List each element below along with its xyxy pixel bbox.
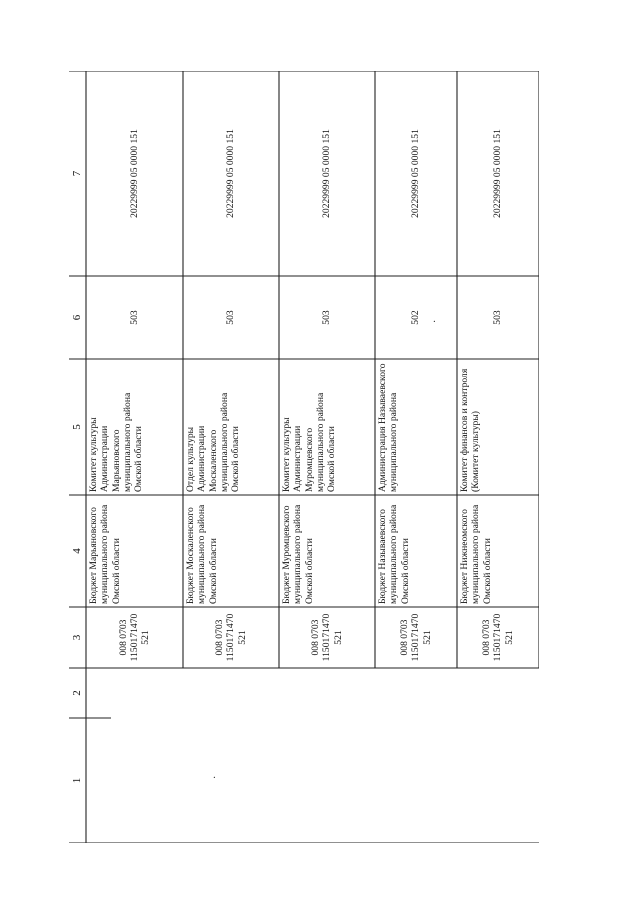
table-cell-recipient: Администрация Называевского муниципального района [377,363,400,492]
table-cell-code: 008 0703 1150171470 521 [310,613,344,662]
table-cell-code: 008 0703 1150171470 521 [117,613,152,662]
table-cell-code: 008 0703 1150171470 521 [399,613,433,662]
table-cell-number: 503 [492,310,504,325]
rotated-table-page [69,71,539,843]
table-cell-number: 503 [225,310,237,325]
table-cell-budget: Бюджет Муромцевского муниципального района Омской области [281,504,315,604]
header-col-3: 3 [71,634,83,641]
scan-speck: · [430,319,441,323]
header-col-7: 7 [71,170,83,177]
table-cell-number: 502 [410,310,422,325]
header-col-6: 6 [71,314,83,321]
table-cell-kbk: 20229999 05 0000 151 [321,129,333,218]
table-cell-number: 503 [128,310,140,325]
table-cell-budget: Бюджет Называевского муниципального района Омской области [377,504,411,604]
table-cell-kbk: 20229999 05 0000 151 [410,129,422,218]
table-cell-budget: Бюджет Марьяновского муниципального района Омской области [88,504,122,604]
table-cell-kbk: 20229999 05 0000 151 [128,129,140,218]
table-cell-recipient: Комитет культуры Администрации Муромцевского муниципального района Омской области [281,392,338,492]
header-col-2: 2 [71,690,83,696]
table-cell-kbk: 20229999 05 0000 151 [225,129,237,218]
table-cell-budget: Бюджет Москаленского муниципального района Омской области [185,504,219,604]
scan-speck: · [210,775,221,779]
table-cell-recipient: Отдел культуры Администрации Москаленского муниципального района Омской области [185,392,242,492]
table-cell-number: 503 [321,310,333,325]
table-cell-code: 008 0703 1150171470 521 [214,613,248,662]
table-cell-recipient: Комитет культуры Администрации Марьяновского муниципального района Омской области [88,392,145,492]
header-col-5: 5 [71,424,83,430]
header-col-4: 4 [71,548,83,554]
table-cell-recipient: Комитет финансов и контроля (Комитет культуры) [459,368,482,492]
table-cell-budget: Бюджет Нижнеомского муниципального района Омской области [459,504,493,604]
table-cell-kbk: 20229999 05 0000 151 [492,129,504,218]
header-col-1: 1 [71,777,83,784]
table-cell-code: 008 0703 1150171470 521 [481,613,515,662]
